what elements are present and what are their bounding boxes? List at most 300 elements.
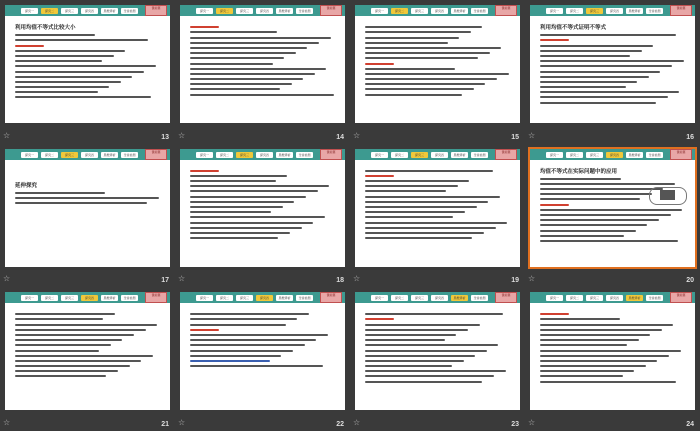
text-line — [540, 240, 678, 242]
star-icon[interactable]: ☆ — [353, 274, 361, 283]
slide-canvas[interactable] — [5, 149, 170, 267]
text-line — [190, 201, 294, 203]
slide-number: 23 — [511, 420, 519, 428]
slide-nav-bar — [530, 5, 695, 16]
text-line — [365, 324, 480, 326]
slide-canvas[interactable] — [5, 292, 170, 410]
nav-tab[interactable]: 探究四 — [256, 295, 273, 301]
nav-tab[interactable]: 探究四 — [606, 295, 623, 301]
slide-canvas[interactable] — [5, 5, 170, 123]
text-line — [365, 83, 485, 85]
text-line — [540, 102, 656, 104]
text-line — [190, 47, 307, 49]
nav-tab[interactable]: 探究一 — [21, 295, 38, 301]
text-line — [190, 83, 292, 85]
nav-tab[interactable]: 思维辨析 — [276, 152, 293, 158]
text-line — [365, 37, 459, 39]
text-line — [540, 214, 671, 216]
slide-nav-bar — [5, 5, 170, 16]
nav-tab[interactable]: 探究二 — [41, 152, 58, 158]
slide-thumbnail-22[interactable] — [175, 287, 350, 431]
text-line — [540, 81, 637, 83]
text-line — [15, 365, 130, 367]
text-line — [190, 334, 328, 336]
slide-canvas[interactable] — [530, 149, 695, 267]
slide-thumbnail-17[interactable] — [0, 144, 175, 288]
slide-thumbnail-19[interactable] — [350, 144, 525, 288]
slide-nav-bar — [180, 292, 345, 303]
text-line — [15, 86, 109, 88]
text-line — [190, 355, 281, 357]
text-line — [365, 329, 468, 331]
nav-tab[interactable]: 思维辨析 — [101, 295, 118, 301]
slide-canvas[interactable] — [355, 5, 520, 123]
text-line — [190, 313, 309, 315]
nav-tab[interactable]: 思维辨析 — [101, 152, 118, 158]
text-line — [190, 170, 219, 172]
text-line — [190, 78, 303, 80]
slide-body — [540, 310, 685, 404]
slide-nav-bar — [355, 149, 520, 160]
slide-thumbnail-16[interactable] — [525, 0, 700, 144]
text-line — [365, 334, 456, 336]
nav-tab[interactable]: 探究四 — [431, 295, 448, 301]
slide-thumbnail-24[interactable] — [525, 287, 700, 431]
star-icon[interactable]: ☆ — [3, 417, 11, 427]
text-line — [190, 365, 323, 367]
text-line — [190, 175, 287, 177]
text-line — [190, 57, 284, 59]
text-line — [190, 180, 276, 182]
text-line — [190, 88, 280, 90]
nav-tab[interactable]: 探究三 — [236, 152, 253, 158]
nav-tab[interactable]: 探究一 — [546, 152, 563, 158]
text-line — [190, 344, 305, 346]
nav-tab[interactable]: 当堂检测 — [646, 295, 663, 301]
text-line — [15, 375, 106, 377]
section-badge[interactable]: 课前篇 — [495, 292, 517, 303]
slide-canvas[interactable] — [180, 149, 345, 267]
section-badge[interactable]: 课前篇 — [495, 149, 517, 160]
star-icon[interactable]: ☆ — [3, 130, 11, 140]
slide-body — [15, 310, 160, 404]
nav-tab[interactable]: 探究二 — [566, 295, 583, 301]
text-line — [540, 344, 627, 346]
text-line — [540, 91, 679, 93]
text-line — [365, 78, 497, 80]
section-badge[interactable]: 课前篇 — [670, 292, 692, 303]
slide-canvas[interactable] — [180, 292, 345, 410]
text-line — [15, 334, 134, 336]
text-line — [365, 73, 509, 75]
nav-tab[interactable]: 探究二 — [41, 8, 58, 14]
slide-canvas[interactable] — [355, 292, 520, 410]
text-line — [365, 313, 503, 315]
text-line — [540, 55, 630, 57]
slide-canvas[interactable] — [355, 149, 520, 267]
text-line — [190, 31, 277, 33]
nav-tab[interactable]: 探究一 — [371, 295, 388, 301]
nav-tab[interactable]: 探究一 — [546, 295, 563, 301]
text-line — [540, 360, 657, 362]
text-line — [540, 50, 642, 52]
nav-tab[interactable]: 当堂检测 — [121, 8, 138, 14]
nav-tab[interactable]: 探究二 — [391, 152, 408, 158]
slide-number: 21 — [161, 420, 169, 428]
text-line — [190, 42, 319, 44]
text-line — [190, 37, 331, 39]
text-line — [15, 344, 111, 346]
text-line — [190, 52, 296, 54]
text-line — [15, 50, 125, 52]
text-line — [365, 344, 498, 346]
text-line — [540, 224, 647, 226]
slide-nav-bar — [530, 292, 695, 303]
text-line — [540, 365, 646, 367]
nav-tab[interactable]: 探究二 — [216, 8, 233, 14]
text-line — [190, 324, 286, 326]
star-icon[interactable]: ☆ — [3, 274, 11, 283]
text-line — [15, 71, 144, 73]
text-line — [365, 185, 458, 187]
nav-tab[interactable]: 当堂检测 — [121, 295, 138, 301]
text-line — [15, 96, 151, 98]
diagram-figure — [649, 187, 687, 205]
text-line — [15, 65, 156, 67]
text-line — [365, 232, 484, 234]
section-badge[interactable]: 课前篇 — [670, 149, 692, 160]
slide-nav-bar — [5, 149, 170, 160]
nav-tab[interactable]: 探究一 — [546, 8, 563, 14]
text-line — [15, 350, 99, 352]
text-line — [15, 91, 98, 93]
text-line — [190, 68, 326, 70]
section-badge[interactable]: 课前篇 — [320, 292, 342, 303]
text-line — [190, 232, 290, 234]
slide-heading: 利用均值不等式证明不等式 — [540, 25, 607, 31]
nav-tab[interactable]: 探究二 — [216, 152, 233, 158]
section-badge[interactable]: 课前篇 — [320, 149, 342, 160]
nav-tab[interactable]: 当堂检测 — [646, 152, 663, 158]
nav-tab[interactable]: 探究二 — [391, 8, 408, 14]
text-line — [365, 88, 474, 90]
text-line — [190, 318, 297, 320]
text-line — [540, 313, 569, 315]
nav-tab[interactable]: 探究四 — [606, 8, 623, 14]
text-line — [540, 178, 621, 180]
slide-body — [365, 23, 510, 117]
nav-tab[interactable]: 思维辨析 — [101, 8, 118, 14]
slide-body — [15, 23, 160, 117]
text-line — [540, 235, 624, 237]
nav-tab[interactable]: 探究三 — [236, 8, 253, 14]
text-line — [365, 370, 506, 372]
text-line — [365, 211, 465, 213]
star-icon[interactable]: ☆ — [353, 130, 361, 140]
section-badge[interactable]: 课前篇 — [145, 149, 167, 160]
text-line — [15, 355, 153, 357]
text-line — [15, 324, 157, 326]
text-line — [540, 339, 639, 341]
nav-tab[interactable]: 当堂检测 — [121, 152, 138, 158]
star-icon[interactable]: ☆ — [528, 274, 536, 283]
slide-body — [190, 310, 335, 404]
nav-tab[interactable]: 探究四 — [256, 8, 273, 14]
section-badge[interactable]: 课前篇 — [145, 292, 167, 303]
nav-tab[interactable]: 探究四 — [256, 152, 273, 158]
text-line — [190, 94, 334, 96]
text-line — [365, 216, 453, 218]
text-line — [540, 355, 669, 357]
nav-tab[interactable]: 当堂检测 — [296, 8, 313, 14]
nav-tab[interactable]: 探究三 — [236, 295, 253, 301]
slide-thumbnail-14[interactable] — [175, 0, 350, 144]
text-line — [365, 355, 475, 357]
text-line — [15, 313, 115, 315]
slide-thumbnail-23[interactable] — [350, 287, 525, 431]
text-line — [365, 365, 452, 367]
text-line — [15, 318, 103, 320]
nav-tab[interactable]: 探究三 — [411, 8, 428, 14]
nav-tab[interactable]: 当堂检测 — [471, 295, 488, 301]
nav-tab[interactable]: 探究四 — [81, 8, 98, 14]
text-line — [540, 188, 663, 190]
text-line — [365, 57, 478, 59]
text-line — [365, 222, 507, 224]
text-line — [190, 360, 270, 362]
star-icon[interactable]: ☆ — [353, 417, 361, 427]
section-badge[interactable]: 课前篇 — [670, 5, 692, 16]
nav-tab[interactable]: 当堂检测 — [296, 295, 313, 301]
slide-thumbnail-18[interactable] — [175, 144, 350, 288]
text-line — [15, 202, 147, 204]
star-icon[interactable]: ☆ — [178, 417, 186, 427]
slide-thumbnail-20[interactable] — [525, 144, 700, 288]
slide-number: 16 — [686, 133, 694, 141]
text-line — [365, 63, 394, 65]
star-icon[interactable]: ☆ — [528, 417, 536, 427]
nav-tab[interactable]: 思维辨析 — [626, 8, 643, 14]
text-line — [540, 71, 660, 73]
slide-body — [365, 167, 510, 261]
text-line — [540, 334, 650, 336]
slide-nav-bar — [355, 5, 520, 16]
nav-tab[interactable]: 探究四 — [431, 8, 448, 14]
nav-tab[interactable]: 探究三 — [411, 295, 428, 301]
text-line — [365, 47, 501, 49]
star-icon[interactable]: ☆ — [178, 130, 186, 140]
nav-tab[interactable]: 探究二 — [566, 152, 583, 158]
text-line — [540, 329, 662, 331]
nav-tab[interactable]: 探究一 — [196, 295, 213, 301]
text-line — [365, 227, 496, 229]
nav-tab[interactable]: 探究三 — [411, 152, 428, 158]
slide-thumbnail-15[interactable] — [350, 0, 525, 144]
slide-number: 15 — [511, 133, 519, 141]
text-line — [540, 183, 675, 185]
star-icon[interactable]: ☆ — [528, 130, 536, 140]
text-line — [365, 196, 500, 198]
nav-tab[interactable]: 探究一 — [21, 8, 38, 14]
nav-tab[interactable]: 当堂检测 — [471, 152, 488, 158]
nav-tab[interactable]: 探究二 — [391, 295, 408, 301]
nav-tab[interactable]: 探究四 — [431, 152, 448, 158]
nav-tab[interactable]: 思维辨析 — [451, 8, 468, 14]
nav-tab[interactable]: 探究一 — [371, 152, 388, 158]
text-line — [540, 39, 569, 41]
slide-number: 13 — [161, 133, 169, 141]
slide-subheading: 延伸探究 — [15, 182, 38, 189]
text-line — [540, 65, 672, 67]
text-line — [540, 219, 659, 221]
text-line — [190, 206, 283, 208]
text-line — [190, 222, 313, 224]
text-line — [365, 42, 448, 44]
text-line — [15, 45, 44, 47]
text-line — [190, 227, 302, 229]
text-line — [190, 196, 306, 198]
slide-nav-bar — [180, 149, 345, 160]
text-line — [365, 350, 487, 352]
text-line — [540, 381, 676, 383]
nav-tab[interactable]: 探究三 — [586, 8, 603, 14]
text-line — [15, 76, 132, 78]
nav-tab[interactable]: 探究二 — [216, 295, 233, 301]
slide-number: 17 — [161, 277, 169, 284]
text-line — [365, 94, 462, 96]
slide-thumbnail-13[interactable] — [0, 0, 175, 144]
text-line — [365, 375, 494, 377]
slide-number: 20 — [686, 277, 694, 284]
text-line — [190, 190, 318, 192]
text-line — [365, 180, 469, 182]
nav-tab[interactable]: 探究一 — [196, 152, 213, 158]
text-line — [365, 190, 446, 192]
nav-tab[interactable]: 当堂检测 — [471, 8, 488, 14]
text-line — [190, 339, 316, 341]
text-line — [540, 230, 636, 232]
section-badge[interactable]: 课前篇 — [145, 5, 167, 16]
nav-tab[interactable]: 探究三 — [586, 152, 603, 158]
slide-body — [190, 23, 335, 117]
slide-number: 18 — [336, 277, 344, 284]
text-line — [190, 211, 271, 213]
slide-body — [190, 167, 335, 261]
slide-heading: 利用均值不等式比较大小 — [15, 25, 76, 31]
slide-nav-bar — [5, 292, 170, 303]
text-line — [190, 26, 219, 28]
text-line — [365, 175, 394, 177]
nav-tab[interactable]: 探究四 — [81, 152, 98, 158]
text-line — [365, 381, 482, 383]
slide-canvas[interactable] — [180, 5, 345, 123]
text-line — [190, 329, 219, 331]
nav-tab[interactable]: 思维辨析 — [276, 8, 293, 14]
text-line — [15, 339, 122, 341]
nav-tab[interactable]: 思维辨析 — [451, 152, 468, 158]
text-line — [365, 26, 482, 28]
nav-tab[interactable]: 探究一 — [371, 8, 388, 14]
text-line — [15, 81, 121, 83]
text-line — [540, 198, 640, 200]
text-line — [15, 55, 114, 57]
nav-tab[interactable]: 探究三 — [61, 8, 78, 14]
text-line — [540, 350, 681, 352]
nav-tab[interactable]: 探究二 — [41, 295, 58, 301]
nav-tab[interactable]: 探究三 — [61, 152, 78, 158]
nav-tab[interactable]: 当堂检测 — [296, 152, 313, 158]
text-line — [365, 201, 488, 203]
text-line — [540, 96, 668, 98]
nav-tab[interactable]: 思维辨析 — [451, 295, 468, 301]
nav-tab[interactable]: 探究四 — [81, 295, 98, 301]
slide-canvas[interactable] — [530, 5, 695, 123]
nav-tab[interactable]: 思维辨析 — [626, 295, 643, 301]
slide-nav-bar — [530, 149, 695, 160]
text-line — [15, 360, 141, 362]
star-icon[interactable]: ☆ — [178, 274, 186, 283]
text-line — [190, 237, 278, 239]
text-line — [540, 324, 673, 326]
text-line — [365, 52, 490, 54]
text-line — [190, 216, 325, 218]
text-line — [540, 375, 623, 377]
text-line — [365, 68, 455, 70]
nav-tab[interactable]: 探究三 — [61, 295, 78, 301]
nav-tab[interactable]: 探究二 — [566, 8, 583, 14]
text-line — [365, 318, 394, 320]
text-line — [540, 318, 620, 320]
slide-number: 24 — [686, 420, 694, 428]
slide-number: 22 — [336, 420, 344, 428]
text-line — [190, 73, 315, 75]
section-badge[interactable]: 课前篇 — [320, 5, 342, 16]
nav-tab[interactable]: 思维辨析 — [276, 295, 293, 301]
text-line — [540, 76, 649, 78]
text-line — [540, 34, 676, 36]
nav-tab[interactable]: 探究一 — [21, 152, 38, 158]
text-line — [15, 370, 118, 372]
text-line — [15, 39, 148, 41]
slide-number: 19 — [511, 277, 519, 284]
slide-body — [540, 167, 685, 261]
nav-tab[interactable]: 探究三 — [586, 295, 603, 301]
slide-thumbnail-21[interactable] — [0, 287, 175, 431]
nav-tab[interactable]: 探究一 — [196, 8, 213, 14]
text-line — [15, 34, 95, 36]
slide-heading: 均值不等式在实际问题中的应用 — [540, 168, 618, 175]
text-line — [365, 339, 445, 341]
text-line — [540, 209, 682, 211]
text-line — [365, 170, 493, 172]
text-line — [540, 45, 653, 47]
slide-canvas[interactable] — [530, 292, 695, 410]
text-line — [15, 60, 102, 62]
slide-body — [365, 310, 510, 404]
nav-tab[interactable]: 探究四 — [606, 152, 623, 158]
slide-number: 14 — [336, 133, 344, 141]
text-line — [365, 31, 471, 33]
text-line — [190, 63, 273, 65]
text-line — [540, 86, 626, 88]
nav-tab[interactable]: 思维辨析 — [626, 152, 643, 158]
nav-tab[interactable]: 当堂检测 — [646, 8, 663, 14]
text-line — [365, 237, 472, 239]
text-line — [540, 60, 684, 62]
slide-body — [15, 167, 160, 261]
section-badge[interactable]: 课前篇 — [495, 5, 517, 16]
slide-body — [540, 23, 685, 117]
